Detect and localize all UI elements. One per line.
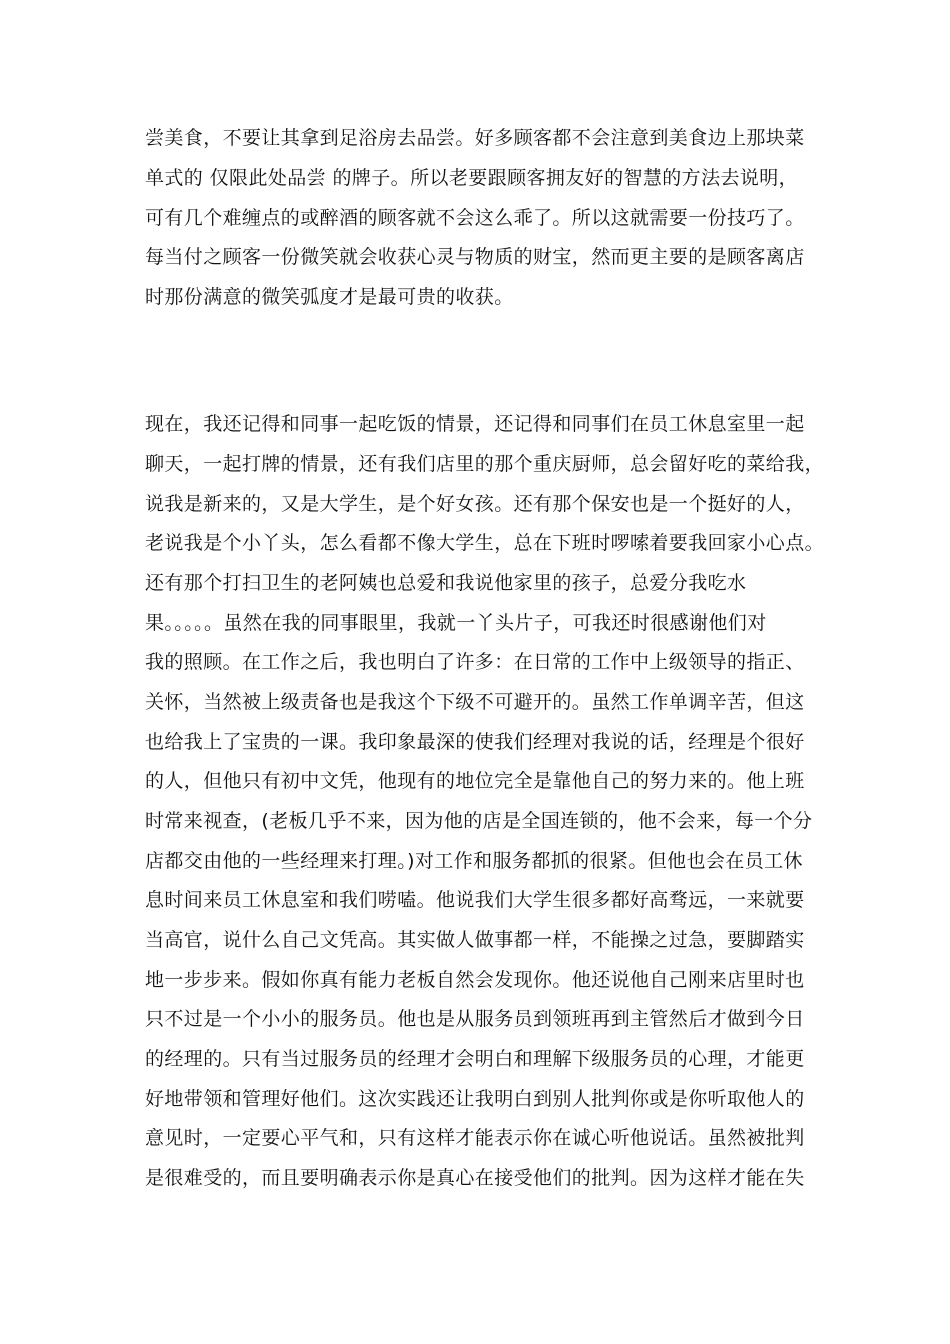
paragraph-1-line-5: 时那份满意的微笑弧度才是最可贵的收获。 — [145, 286, 514, 308]
paragraph-2-line-3: 说我是新来的，又是大学生，是个好女孩。还有那个保安也是一个挺好的人， — [145, 493, 805, 515]
paragraph-2-line-13: 息时间来员工休息室和我们唠嗑。他说我们大学生很多都好高骛远，一来就要 — [145, 889, 805, 911]
paragraph-2-line-8: 关怀，当然被上级责备也是我这个下级不可避开的。虽然工作单调辛苦，但这 — [145, 691, 805, 713]
paragraph-1-line-4: 每当付之顾客一份微笑就会收获心灵与物质的财宝，然而更主要的是顾客离店 — [145, 246, 805, 268]
paragraph-2-line-5: 还有那个打扫卫生的老阿姨也总爱和我说他家里的孩子，总爱分我吃水 — [145, 572, 747, 594]
paragraph-2-line-15: 地一步步来。假如你真有能力老板自然会发现你。他还说他自己刚来店里时也 — [145, 969, 805, 991]
paragraph-2-line-7: 我的照顾。在工作之后，我也明白了许多：在日常的工作中上级领导的指正、 — [145, 651, 805, 673]
paragraph-2-line-10: 的人，但他只有初中文凭，他现有的地位完全是靠他自己的努力来的。他上班 — [145, 770, 805, 792]
paragraph-2-line-6: 果。。。。。虽然在我的同事眼里，我就一丫头片子，可我还时很感谢他们对 — [145, 612, 767, 634]
paragraph-2-line-2: 聊天，一起打牌的情景，还有我们店里的那个重庆厨师，总会留好吃的菜给我， — [145, 453, 825, 475]
paragraph-2-line-11: 时常来视查，(老板几乎不来，因为他的店是全国连锁的，他不会来，每一个分 — [145, 810, 813, 832]
paragraph-2-line-9: 也给我上了宝贵的一课。我印象最深的使我们经理对我说的话，经理是个很好 — [145, 731, 805, 753]
paragraph-1-line-1: 尝美食，不要让其拿到足浴房去品尝。好多顾客都不会注意到美食边上那块菜 — [145, 127, 805, 149]
paragraph-2-line-19: 意见时，一定要心平气和，只有这样才能表示你在诚心听他说话。虽然被批判 — [145, 1127, 805, 1149]
paragraph-2-line-17: 的经理的。只有当过服务员的经理才会明白和理解下级服务员的心理，才能更 — [145, 1048, 805, 1070]
paragraph-1-line-3: 可有几个难缠点的或醉酒的顾客就不会这么乖了。所以这就需要一份技巧了。 — [145, 207, 805, 229]
paragraph-2-line-16: 只不过是一个小小的服务员。他也是从服务员到领班再到主管然后才做到今日 — [145, 1008, 805, 1030]
paragraph-2-line-12: 店都交由他的一些经理来打理。)对工作和服务都抓的很紧。但他也会在员工休 — [145, 850, 803, 872]
paragraph-2-line-1: 现在，我还记得和同事一起吃饭的情景，还记得和同事们在员工休息室里一起 — [145, 413, 805, 435]
paragraph-2-line-18: 好地带领和管理好他们。这次实践还让我明白到别人批判你或是你听取他人的 — [145, 1088, 805, 1110]
paragraph-2-line-14: 当高官，说什么自己文凭高。其实做人做事都一样，不能操之过急，要脚踏实 — [145, 929, 805, 951]
paragraph-1-line-2: 单式的 仅限此处品尝 的牌子。所以老要跟顾客拥友好的智慧的方法去说明， — [145, 167, 799, 189]
paragraph-2-line-20: 是很难受的，而且要明确表示你是真心在接受他们的批判。因为这样才能在失 — [145, 1167, 805, 1189]
paragraph-2-line-4: 老说我是个小丫头，怎么看都不像大学生，总在下班时啰嗦着要我回家小心点。 — [145, 532, 825, 554]
